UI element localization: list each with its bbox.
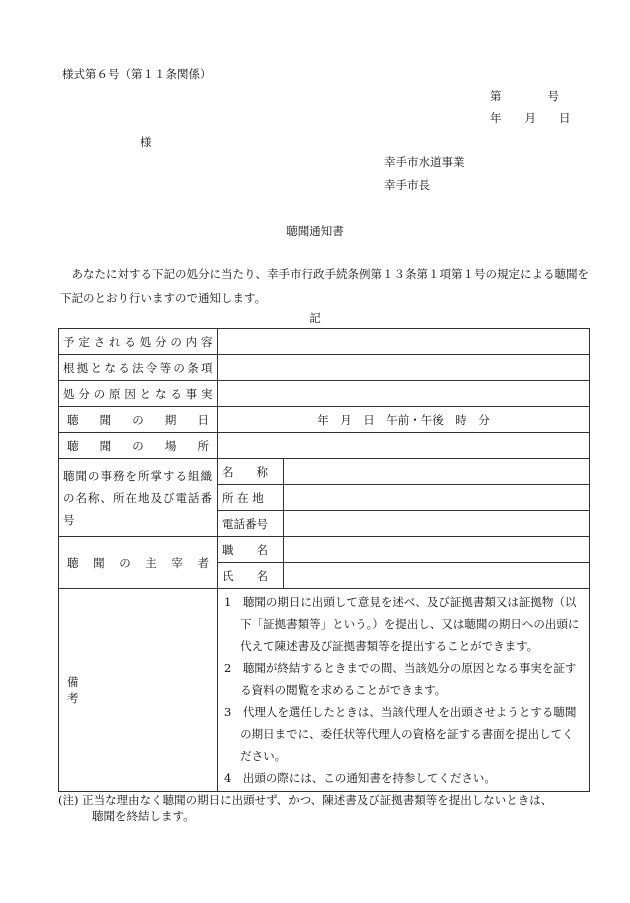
footnote-line-1: (注) 正当な理由なく聴聞の期日に出頭せず、かつ、陳述書及び証拠書類等を提出しないときは、 [58,793,553,807]
value-office-address [284,485,590,511]
sub-label-officer-name: 氏 名 [218,563,284,589]
note-item: 1 聴聞の期日に出頭して意見を述べ、及び証拠書類又は証拠物（以下「証拠書類等」という。）を提出し、又は聴聞の期日への出頭に代えて陳述書及び証拠書類等を提出することができます。 [224,595,580,653]
row-label-remarks: 備 考 [59,589,218,792]
table-row [59,355,590,381]
footnote-line-2: 聴聞を終結します。 [92,809,195,823]
table-row [59,407,590,433]
hearing-details-table [58,328,590,792]
note-item: 4 出頭の際には、この通知書を持参してください。 [224,771,496,785]
row-label-presiding-officer: 聴聞の主宰者 [59,537,218,589]
value-officer-name [284,563,590,589]
issuer-mayor: 幸手市長 [384,178,430,192]
sub-label-address: 所 在 地 [218,485,284,511]
row-label-office: 聴聞の事務を所掌する組織の名称、所在地及び電話番号 [59,459,218,537]
sub-label-title: 職 名 [218,537,284,563]
row-label-hearing-date: 聴聞の期日 [59,407,218,433]
row-label-hearing-place: 聴聞の場所 [59,433,218,459]
table-row [59,589,590,792]
table-row [59,459,590,485]
table-row [59,433,590,459]
value-disposition [218,329,590,355]
date-line: 年 月 日 [490,111,571,125]
table-row [59,381,590,407]
table-row [59,329,590,355]
value-office-name [284,459,590,485]
value-hearing-date: 年 月 日 午前・午後 時 分 [218,407,590,433]
value-hearing-place [218,433,590,459]
value-legal-basis [218,355,590,381]
document-number-line: 第 号 [490,89,559,103]
sub-label-phone: 電話番号 [218,511,284,537]
table-row [59,537,590,563]
recipient-honorific: 様 [140,135,152,149]
ki-heading: 記 [309,311,321,325]
sub-label-name: 名 称 [218,459,284,485]
row-label-legal-basis: 根拠となる法令等の条項 [59,355,218,381]
footnote [58,792,618,824]
remarks-notes [218,589,590,792]
value-office-phone [284,511,590,537]
value-cause-facts [218,381,590,407]
form-number: 様式第６号（第１１条関係） [62,67,212,81]
value-officer-title [284,537,590,563]
row-label-cause-facts: 処分の原因となる事実 [59,381,218,407]
document-title: 聴聞通知書 [286,224,344,238]
note-item: 3 代理人を選任したときは、当該代理人を出頭させようとする聴聞の期日までに、委任状等代理人の資格を証する書面を提出してください。 [224,705,577,763]
note-item: 2 聴聞が終結するときまでの間、当該処分の原因となる事実を証する資料の閲覧を求めることができます。 [224,661,577,697]
body-paragraph: あなたに対する下記の処分に当たり、幸手市行政手続条例第１３条第１項第１号の規定による聴聞を下記のとおり行いますので通知します。 [60,267,589,305]
row-label-disposition: 予定される処分の内容 [59,329,218,355]
issuer-department: 幸手市水道事業 [384,155,465,169]
